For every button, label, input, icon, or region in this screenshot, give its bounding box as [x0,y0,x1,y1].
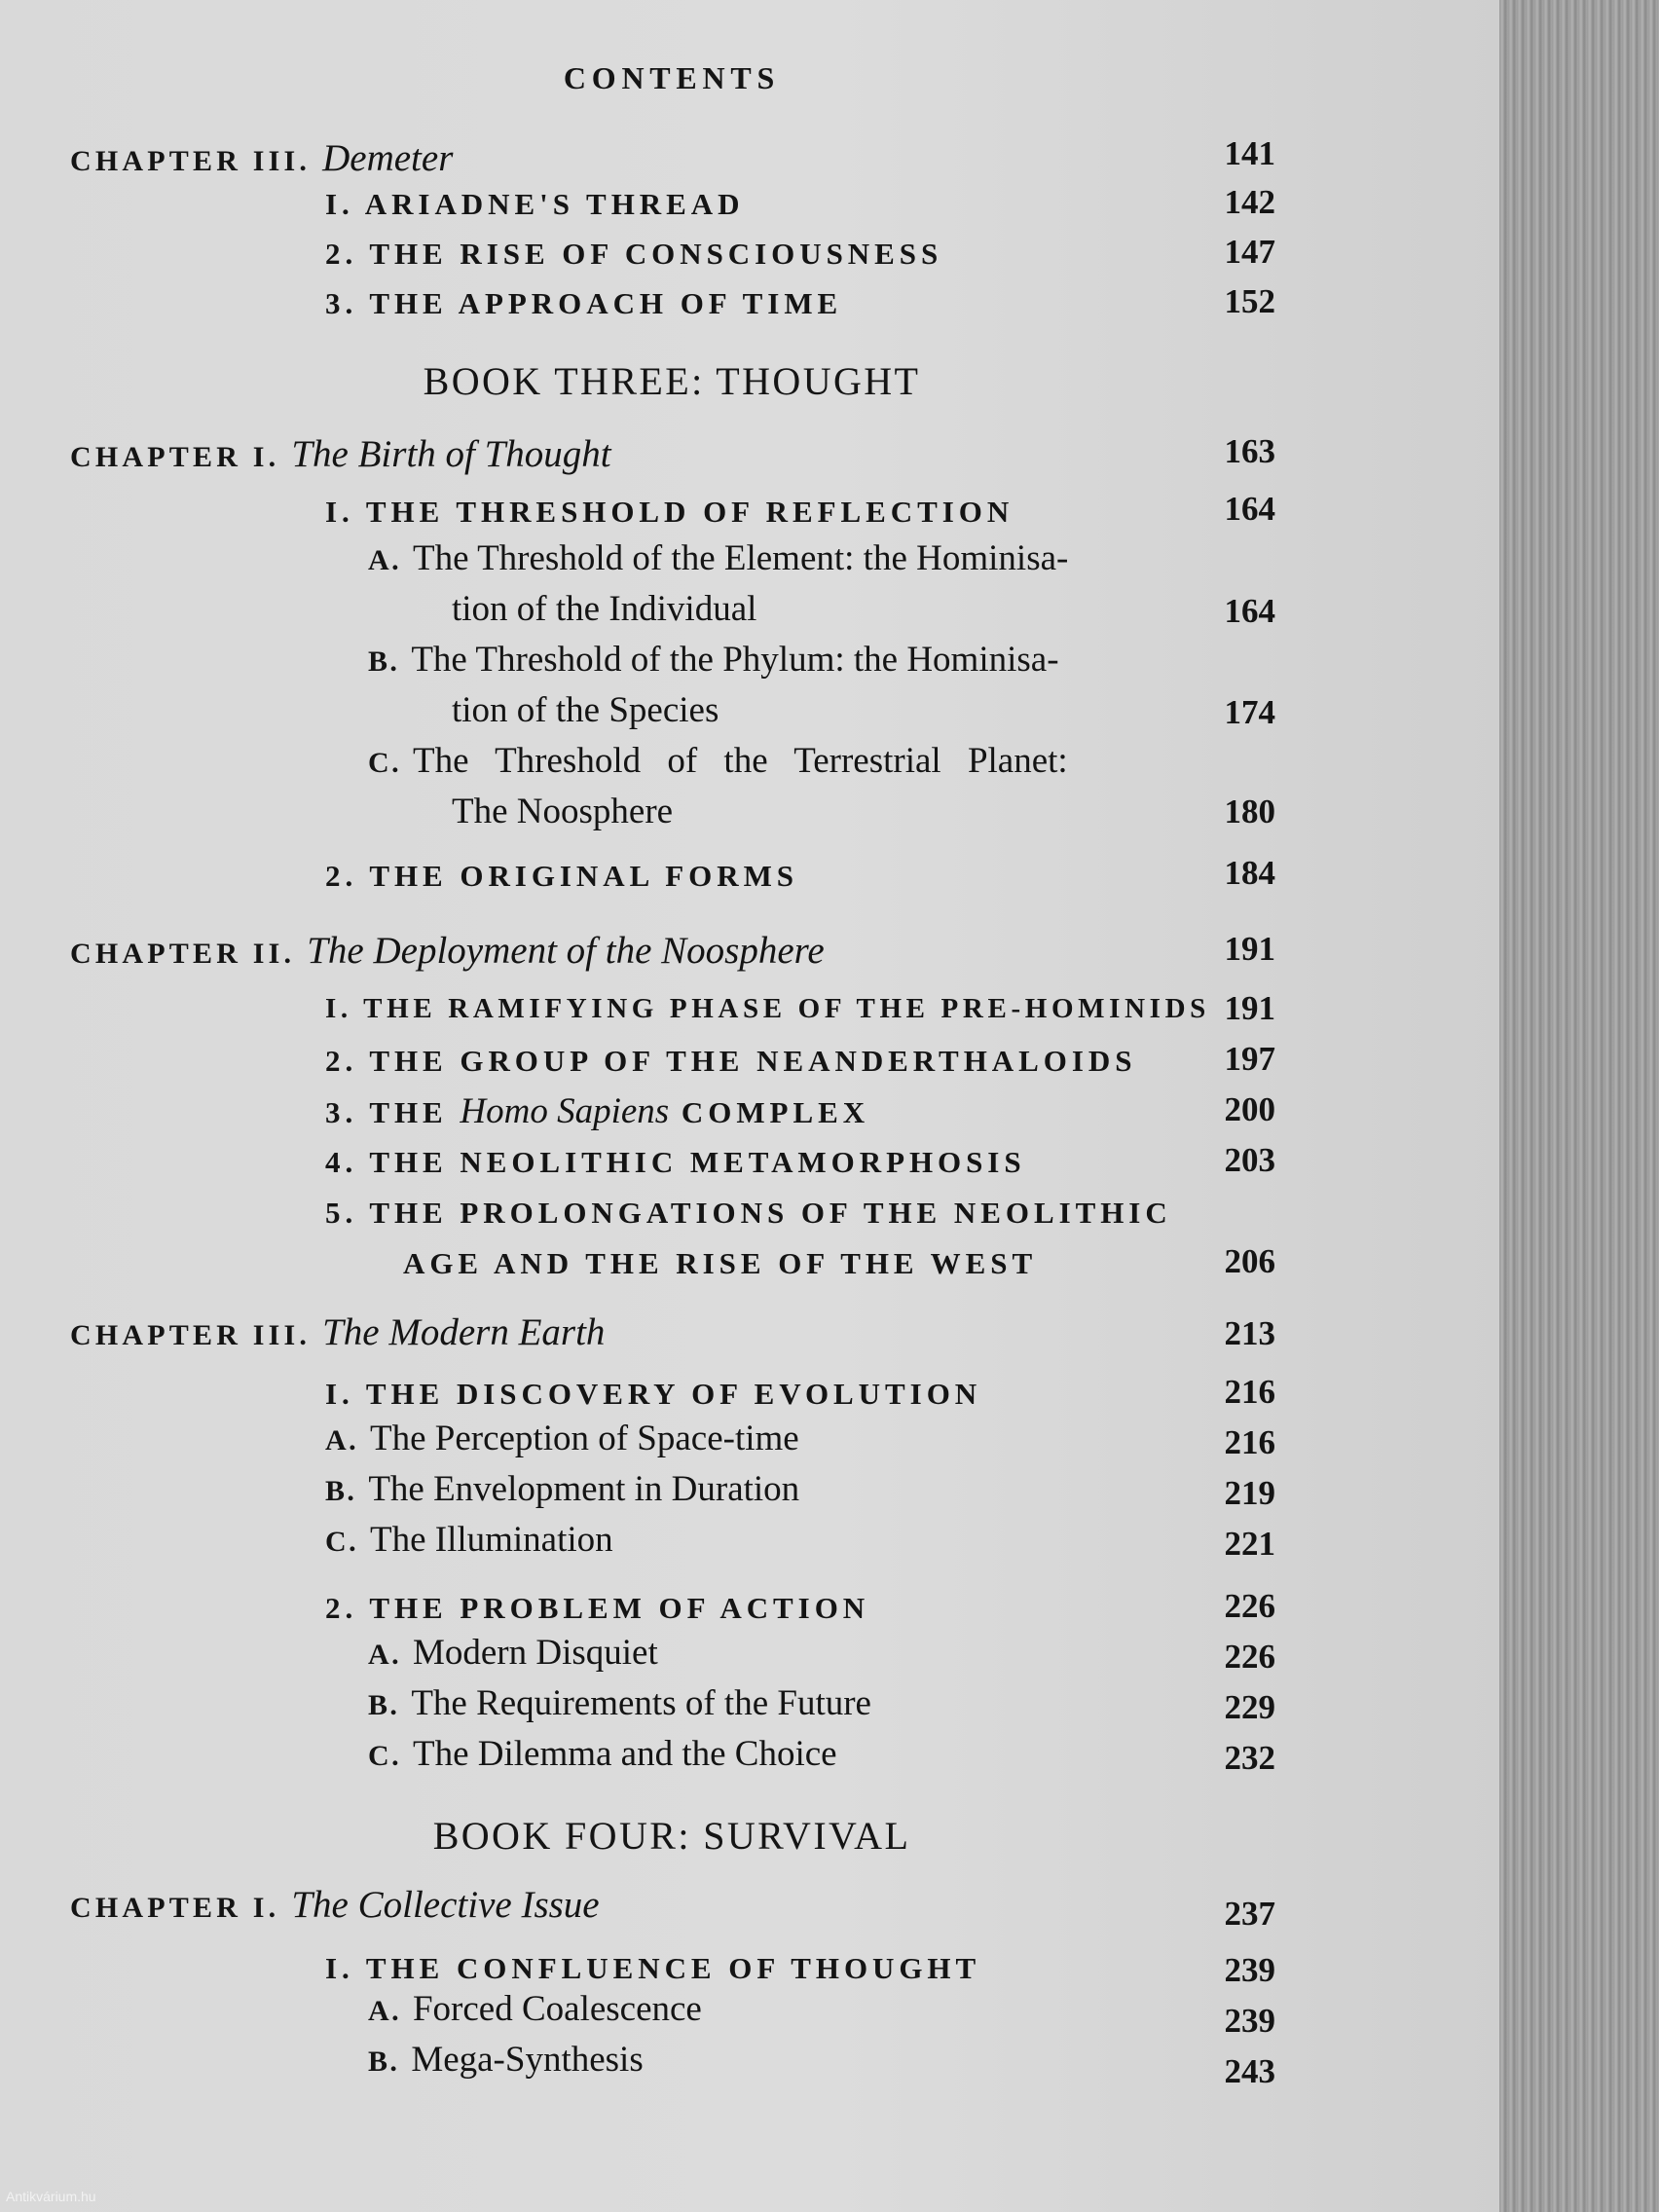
page-number: 152 [1224,282,1275,320]
subsection-mark: B. [325,1475,357,1507]
chapter-name: Demeter [322,137,454,179]
subsection-mark: A. [325,1424,358,1456]
chapter-label: CHAPTER I. [70,1892,280,1924]
section-italic: Homo Sapiens [460,1091,670,1131]
subsection-entry [325,1468,799,1510]
subsection-entry [325,1519,613,1561]
subsection-text: The Requirements of the Future [411,1683,871,1723]
chapter-name: The Collective Issue [291,1884,600,1926]
section-entry [325,1090,869,1132]
section-entry: 5. THE PROLONGATIONS OF THE NEOLITHIC [325,1196,1172,1230]
subsection-mark: B. [368,2046,400,2078]
chapter-label: CHAPTER I. [70,441,280,473]
subsection-entry [368,1682,871,1724]
subsection-text: Forced Coalescence [412,1989,702,2029]
page-number: 142 [1224,183,1275,221]
book-heading: BOOK THREE: THOUGHT [423,359,921,403]
subsection-text: Modern Disquiet [412,1633,658,1673]
page-number: 213 [1224,1314,1275,1352]
subsection-mark: C. [368,747,401,779]
page-number: 226 [1224,1587,1275,1625]
chapter-entry [70,929,825,973]
page-number: 184 [1224,854,1275,892]
subsection-mark: B. [368,645,400,678]
page-number: 216 [1224,1373,1275,1411]
subsection-entry [368,740,1147,782]
subsection-entry [325,1418,799,1459]
chapter-name: The Deployment of the Noosphere [307,930,825,972]
page-number: 239 [1224,2002,1275,2040]
chapter-entry [70,432,611,476]
section-entry: 3. THE APPROACH OF TIME [325,286,843,320]
subsection-mark: C. [325,1526,358,1558]
subsection-mark: A. [368,544,401,576]
subsection-entry [368,1733,837,1775]
chapter-label: CHAPTER III. [70,1319,312,1351]
page-number: 229 [1224,1688,1275,1726]
subsection-text: The Perception of Space-time [369,1419,799,1458]
section-entry: 2. THE ORIGINAL FORMS [325,859,798,893]
page-number: 226 [1224,1638,1275,1676]
subsection-continuation: The Noosphere [452,792,674,831]
section-prefix: 3. THE [325,1095,448,1129]
subsection-entry [368,2039,644,2081]
subsection-text: The Threshold of the Phylum: the Hominisa- [411,640,1059,680]
chapter-name: The Modern Earth [322,1311,606,1353]
section-entry: I. THE RAMIFYING PHASE OF THE PRE-HOMINIDS [325,993,1210,1024]
page-number: 174 [1224,693,1275,731]
page-number: 216 [1224,1423,1275,1461]
subsection-mark: B. [368,1689,400,1721]
page-stack-edge [1499,0,1659,2212]
chapter-entry [70,1883,600,1927]
page-number: 237 [1224,1895,1275,1933]
page-number: 200 [1224,1090,1275,1128]
subsection-text: The Threshold of the Element: the Hominisa- [412,538,1069,578]
chapter-entry [70,136,453,180]
subsection-continuation: tion of the Species [452,690,719,730]
subsection-entry [368,1988,702,2030]
subsection-text: The Dilemma and the Choice [412,1734,837,1774]
page-number: 232 [1224,1739,1275,1777]
subsection-mark: A. [368,1995,401,2027]
subsection-text: The Envelopment in Duration [368,1469,800,1509]
subsection-continuation: tion of the Individual [452,589,757,629]
page-number: 243 [1224,2052,1275,2090]
subsection-text: The Illumination [369,1520,613,1560]
subsection-entry [368,537,1068,579]
page-number: 191 [1224,989,1275,1027]
subsection-text: Mega-Synthesis [411,2040,644,2080]
section-entry: 2. THE PROBLEM OF ACTION [325,1591,870,1625]
chapter-entry [70,1310,605,1354]
page-number: 191 [1224,930,1275,968]
section-entry: I. THE DISCOVERY OF EVOLUTION [325,1377,982,1411]
section-entry: 2. THE GROUP OF THE NEANDERTHALOIDS [325,1044,1137,1078]
section-entry: 2. THE RISE OF CONSCIOUSNESS [325,237,943,271]
subsection-entry [368,639,1059,681]
page-number: 219 [1224,1474,1275,1512]
page-number: 221 [1224,1525,1275,1563]
chapter-name: The Birth of Thought [291,433,611,475]
section-entry: I. THE THRESHOLD OF REFLECTION [325,495,1014,529]
subsection-mark: A. [368,1639,401,1671]
section-entry: I. THE CONFLUENCE OF THOUGHT [325,1951,981,1985]
contents-heading: CONTENTS [563,60,781,95]
subsection-entry [368,1632,658,1674]
page-number: 239 [1224,1951,1275,1989]
subsection-mark: C. [368,1740,401,1772]
book-heading: BOOK FOUR: SURVIVAL [432,1814,911,1858]
page-number: 206 [1224,1242,1275,1280]
page-number: 164 [1224,490,1275,528]
watermark: Antikvárium.hu [6,2189,96,2204]
page-number: 141 [1224,134,1275,172]
section-continuation: AGE AND THE RISE OF THE WEST [403,1246,1038,1280]
page-number: 147 [1224,233,1275,271]
page-number: 163 [1224,432,1275,470]
section-entry: I. ARIADNE'S THREAD [325,187,745,221]
chapter-label: CHAPTER II. [70,938,296,970]
page-number: 164 [1224,592,1275,630]
chapter-label: CHAPTER III. [70,145,312,177]
subsection-text: The Threshold of the Terrestrial Planet: [412,741,1068,781]
page-number: 203 [1224,1141,1275,1179]
section-suffix: COMPLEX [681,1095,870,1129]
page-number: 180 [1224,793,1275,830]
page-number: 197 [1224,1040,1275,1078]
section-entry: 4. THE NEOLITHIC METAMORPHOSIS [325,1145,1026,1179]
